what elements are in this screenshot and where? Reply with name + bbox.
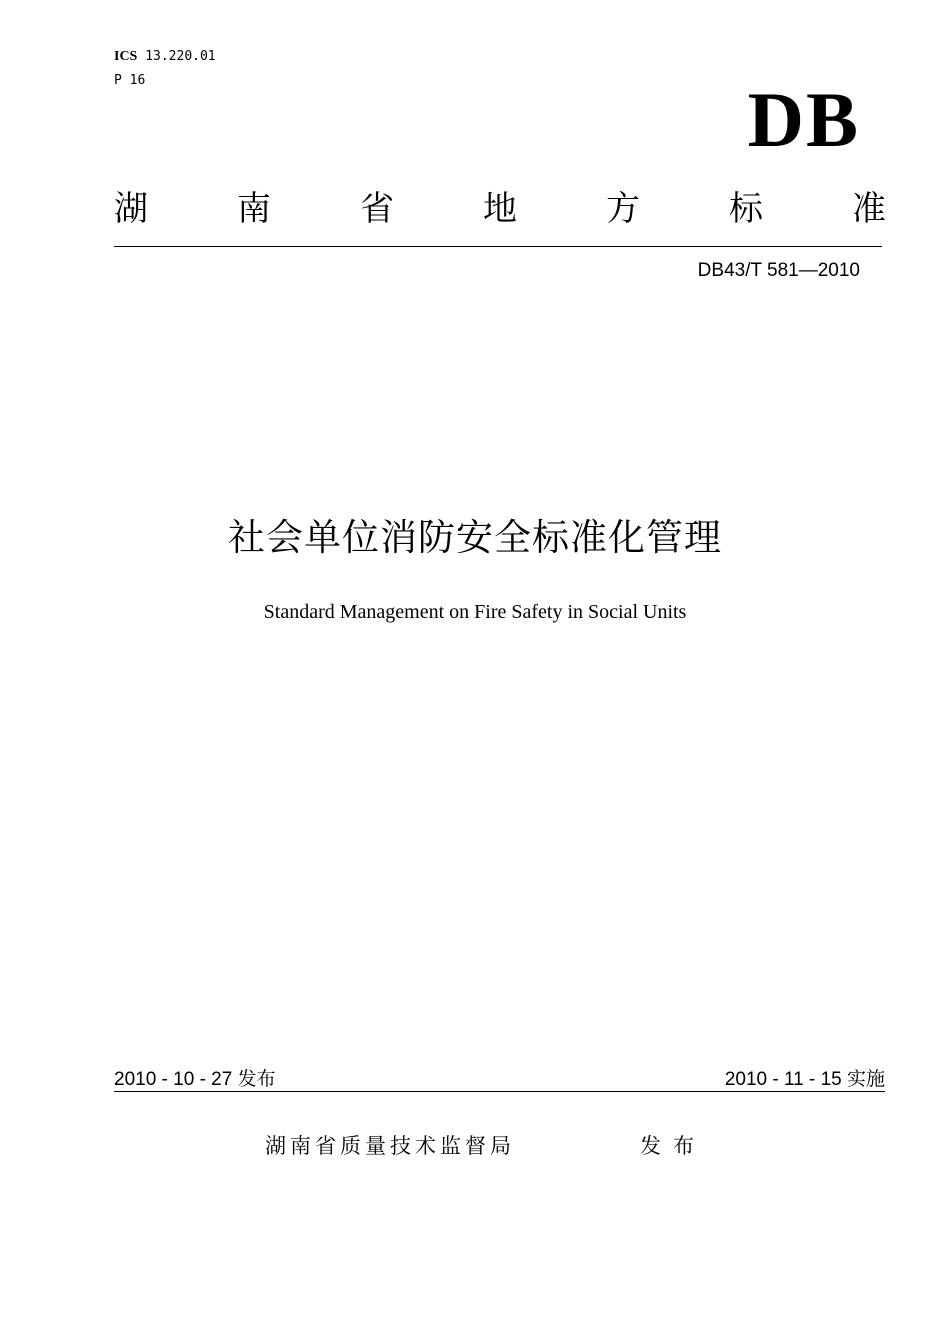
db-logo: DB <box>747 76 860 163</box>
standard-type-char: 省 <box>360 189 394 229</box>
issue-date: 2010 - 10 - 27 发布 <box>114 1069 276 1090</box>
implementation-date: 2010 - 11 - 15 实施 <box>724 1069 885 1090</box>
footer-divider <box>114 1091 885 1092</box>
standard-type-char: 南 <box>237 189 271 229</box>
standard-type-char: 标 <box>729 189 763 229</box>
title-english: Standard Management on Fire Safety in Social Units <box>263 601 687 623</box>
ics-code: 13.220.01 <box>145 49 216 64</box>
issue-action: 发布 <box>640 1134 706 1158</box>
standard-type-char: 准 <box>852 189 886 229</box>
ics-label: ICS <box>114 49 138 64</box>
ccs-code: P 16 <box>114 73 146 88</box>
issuing-authority: 湖南省质量技术监督局 <box>265 1134 515 1158</box>
standard-type-heading <box>114 186 886 232</box>
title-chinese: 社会单位消防安全标准化管理 <box>228 516 722 559</box>
standard-type-char: 湖 <box>114 189 148 229</box>
header-divider <box>114 246 882 247</box>
standard-type-char: 方 <box>606 189 640 229</box>
ics-classification <box>114 48 216 66</box>
standard-number: DB43/T 581—2010 <box>697 260 860 281</box>
standard-type-char: 地 <box>483 189 517 229</box>
